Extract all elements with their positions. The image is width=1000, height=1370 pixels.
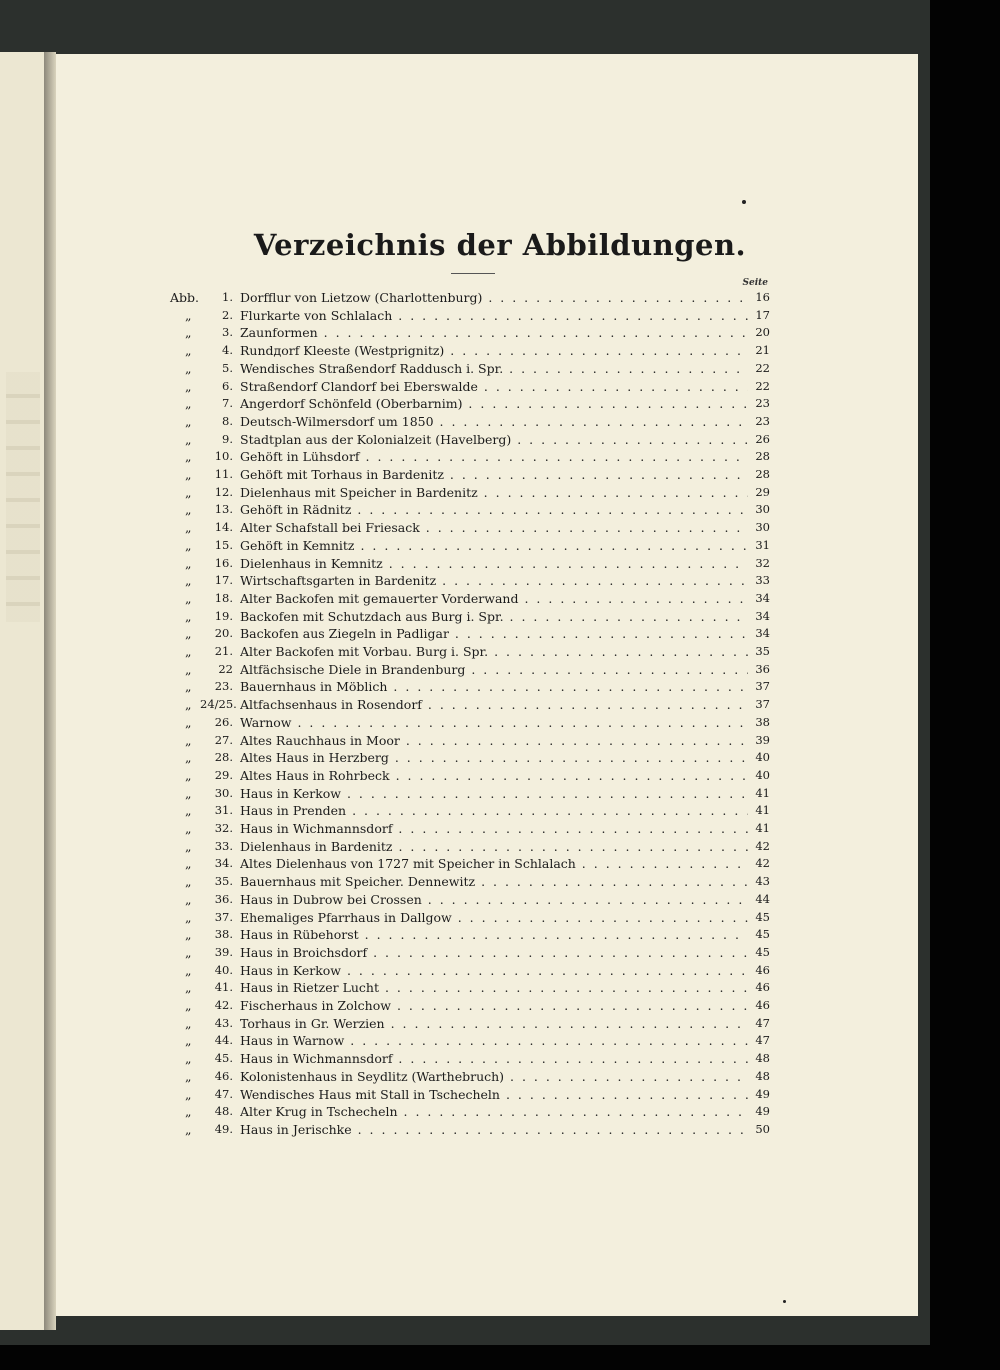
abb-prefix: Abb. — [170, 290, 200, 305]
figure-title: Haus in Wichmannsdorf . . . — [240, 1050, 748, 1067]
figure-title: Altfachsenhaus in Rosendorf . . . — [240, 696, 748, 713]
figure-title: Gehöft in Kemnitz . . . — [240, 537, 748, 554]
figure-title: Fischerhaus in Zolchow . . . — [240, 997, 748, 1014]
figure-title: Haus in Wichmannsdorf . . . — [240, 820, 748, 837]
figure-title: Alter Krug in Tschecheln . . . — [240, 1103, 748, 1120]
page-number: 46 — [755, 998, 770, 1012]
page-number: 50 — [755, 1121, 770, 1136]
figure-entry — [0, 643, 1000, 660]
figure-title: Haus in Prenden . . . — [240, 802, 748, 819]
figure-title: Haus in Kerkow . . . — [240, 785, 748, 802]
page-number: 44 — [755, 891, 770, 906]
figure-title: Backofen aus Ziegeln in Padligar . . . — [240, 625, 748, 642]
figure-title: Angerdorf Schönfeld (Oberbarnim) . . . — [240, 395, 748, 412]
figure-title: Haus in Warnow . . . — [240, 1032, 748, 1049]
page-number: 33 — [755, 573, 770, 588]
figure-number: 10. — [214, 449, 233, 464]
figure-entry — [0, 555, 1000, 572]
figure-entry — [0, 484, 1000, 501]
figure-title: Dorfflur von Lietzow (Charlottenburg) . . . — [240, 289, 748, 306]
figure-number: 11. — [214, 467, 233, 481]
figure-entry — [0, 873, 1000, 890]
figure-title: Zaunformen . . . — [240, 324, 748, 341]
ditto-mark: „ — [185, 573, 192, 589]
figure-number: 14. — [214, 520, 233, 535]
page-number: 26 — [755, 431, 770, 446]
figure-title: Alter Backofen mit Vorbau. Burg i. Spr. . . . — [240, 643, 748, 660]
page-number: 47 — [755, 1015, 770, 1030]
figure-number: 26. — [214, 714, 233, 729]
page-number: 40 — [755, 750, 770, 765]
page-number: 42 — [755, 838, 770, 853]
ditto-mark: „ — [185, 661, 192, 677]
figure-number: 33. — [214, 838, 233, 853]
figure-title: Kolonistenhaus in Seydlitz (Warthebruch) . . . — [240, 1068, 748, 1085]
figure-title: Torhaus in Gr. Werzien . . . — [240, 1015, 748, 1032]
page-number: 43 — [755, 874, 770, 889]
figure-title: Bauernhaus in Möblich . . . — [240, 678, 748, 695]
figure-entry — [0, 395, 1000, 412]
page-number: 45 — [755, 944, 770, 959]
page-number: 48 — [755, 1068, 770, 1083]
figure-number: 19. — [214, 608, 233, 623]
page-number: 28 — [755, 467, 770, 481]
ditto-mark: „ — [185, 803, 192, 819]
page-title: Verzeichnis der Abbildungen. — [253, 228, 747, 262]
ditto-mark: „ — [185, 502, 192, 518]
ditto-mark: „ — [185, 360, 192, 376]
figure-title: Rundдorf Kleeste (Westprignitz) . . . — [240, 342, 748, 359]
figure-entry — [0, 962, 1000, 979]
figure-title: Backofen mit Schutzdach aus Burg i. Spr. . . . — [240, 608, 748, 625]
ditto-mark: „ — [185, 378, 192, 394]
figure-number: 28. — [214, 750, 233, 765]
figure-number: 13. — [214, 502, 233, 517]
figure-entry — [0, 926, 1000, 943]
page-number: 41 — [755, 785, 770, 800]
figure-title: Haus in Broichsdorf . . . — [240, 944, 748, 961]
ditto-mark: „ — [185, 626, 192, 642]
ditto-mark: „ — [185, 714, 192, 730]
figure-entry — [0, 307, 1000, 324]
page-number: 49 — [755, 1104, 770, 1119]
figure-number: 32. — [214, 821, 233, 835]
ditto-mark: „ — [185, 555, 192, 571]
figure-title: Wirtschaftsgarten in Bardenitz . . . — [240, 572, 748, 589]
ditto-mark: „ — [185, 874, 192, 890]
ditto-mark: „ — [185, 909, 192, 925]
figure-title: Gehöft mit Torhaus in Bardenitz . . . — [240, 466, 748, 483]
figure-number: 12. — [214, 484, 233, 499]
figure-number: 47. — [214, 1086, 233, 1101]
figure-entry — [0, 944, 1000, 961]
page-number: 41 — [755, 803, 770, 818]
ditto-mark: „ — [185, 537, 192, 553]
figure-number: 7. — [222, 396, 233, 411]
page-number: 34 — [755, 590, 770, 605]
page-number: 23 — [755, 396, 770, 411]
figure-entry — [0, 625, 1000, 642]
figure-number: 42. — [214, 998, 233, 1012]
ditto-mark: „ — [185, 484, 192, 500]
figure-entry — [0, 661, 1000, 678]
page-number: 29 — [755, 484, 770, 499]
page-number: 42 — [755, 856, 770, 871]
ditto-mark: „ — [185, 325, 192, 341]
ditto-mark: „ — [185, 980, 192, 996]
page-number: 48 — [755, 1051, 770, 1066]
figure-title: Altes Haus in Herzberg . . . — [240, 749, 748, 766]
figure-title: Altes Dielenhaus von 1727 mit Speicher in Schlalach . . . — [240, 855, 748, 872]
page-number: 34 — [755, 626, 770, 641]
figure-title: Deutsch-Wilmersdorf um 1850 . . . — [240, 413, 748, 430]
figure-number: 49. — [214, 1121, 233, 1136]
figure-entry — [0, 448, 1000, 465]
figure-number: 37. — [214, 909, 233, 924]
figure-number: 48. — [214, 1104, 233, 1119]
ditto-mark: „ — [185, 520, 192, 536]
figure-entry — [0, 749, 1000, 766]
figure-number: 24/25. — [200, 697, 237, 712]
figure-number: 6. — [222, 378, 233, 393]
page-number: 34 — [755, 608, 770, 623]
page-number: 45 — [755, 927, 770, 942]
figure-title: Haus in Jerischke . . . — [240, 1121, 748, 1138]
figure-entry — [0, 431, 1000, 448]
figure-entry — [0, 501, 1000, 518]
page-number: 16 — [755, 290, 770, 304]
figure-number: 4. — [222, 343, 233, 358]
figure-number: 29. — [214, 767, 233, 782]
ditto-mark: „ — [185, 891, 192, 907]
figure-entry — [0, 732, 1000, 749]
ditto-mark: „ — [185, 1104, 192, 1120]
figure-title: Haus in Kerkow . . . — [240, 962, 748, 979]
page-number: 30 — [755, 520, 770, 535]
ditto-mark: „ — [185, 927, 192, 943]
page-number: 37 — [755, 697, 770, 712]
figure-entry — [0, 360, 1000, 377]
page-number: 39 — [755, 732, 770, 747]
ink-speck — [783, 1300, 786, 1303]
figure-title: Gehöft in Lühsdorf . . . — [240, 448, 748, 465]
page-number: 17 — [755, 307, 770, 322]
figure-entry — [0, 289, 1000, 306]
ditto-mark: „ — [185, 396, 192, 412]
figure-number: 22 — [218, 661, 233, 676]
figure-entry — [0, 1015, 1000, 1032]
figure-number: 40. — [214, 962, 233, 977]
ditto-mark: „ — [185, 732, 192, 748]
figure-number: 2. — [222, 307, 233, 322]
figure-entry — [0, 378, 1000, 395]
figure-number: 9. — [222, 431, 233, 446]
figure-entry — [0, 909, 1000, 926]
ditto-mark: „ — [185, 998, 192, 1013]
figure-entry — [0, 590, 1000, 607]
figure-title: Alter Schafstall bei Friesack . . . — [240, 519, 748, 536]
page-number: 49 — [755, 1086, 770, 1101]
ditto-mark: „ — [185, 431, 192, 447]
page-number: 20 — [755, 325, 770, 340]
ditto-mark: „ — [185, 697, 192, 713]
figure-entry — [0, 997, 1000, 1014]
ditto-mark: „ — [185, 590, 192, 606]
page-number: 28 — [755, 449, 770, 464]
figure-number: 16. — [214, 555, 233, 570]
figure-title: Dielenhaus in Kemnitz . . . — [240, 555, 748, 572]
page-number: 32 — [755, 555, 770, 570]
ditto-mark: „ — [185, 307, 192, 323]
ditto-mark: „ — [185, 679, 192, 695]
page-number: 30 — [755, 502, 770, 517]
page-number: 38 — [755, 714, 770, 729]
figure-title: Dielenhaus mit Speicher in Bardenitz . . . — [240, 484, 748, 501]
figure-number: 1. — [222, 290, 233, 304]
ditto-mark: „ — [185, 467, 192, 482]
ditto-mark: „ — [185, 608, 192, 624]
ditto-mark: „ — [185, 767, 192, 783]
figure-title: Altfächsische Diele in Brandenburg . . . — [240, 661, 748, 678]
ink-speck — [742, 200, 746, 204]
ditto-mark: „ — [185, 1068, 192, 1084]
page-number: 40 — [755, 767, 770, 782]
figure-number: 43. — [214, 1015, 233, 1030]
page-number: 23 — [755, 413, 770, 428]
ditto-mark: „ — [185, 1086, 192, 1102]
figure-title: Stadtplan aus der Kolonialzeit (Havelberg) . . . — [240, 431, 748, 448]
figure-number: 18. — [214, 590, 233, 605]
ditto-mark: „ — [185, 962, 192, 978]
ditto-mark: „ — [185, 343, 192, 359]
figure-number: 21. — [214, 644, 233, 658]
figure-entry — [0, 678, 1000, 695]
figure-entry — [0, 855, 1000, 872]
figure-number: 5. — [222, 360, 233, 375]
figure-number: 3. — [222, 325, 233, 340]
page-number: 41 — [755, 821, 770, 835]
figure-title: Gehöft in Rädnitz . . . — [240, 501, 748, 518]
seite-column-label: Seite — [742, 278, 768, 288]
figure-number: 34. — [214, 856, 233, 871]
figure-entry — [0, 519, 1000, 536]
figure-number: 23. — [214, 679, 233, 694]
figure-entry — [0, 1050, 1000, 1067]
ditto-mark: „ — [185, 838, 192, 854]
page-number: 47 — [755, 1033, 770, 1048]
figure-entry — [0, 537, 1000, 554]
figure-number: 36. — [214, 891, 233, 906]
figure-title: Ehemaliges Pfarrhaus in Dallgow . . . — [240, 909, 748, 926]
figure-entry — [0, 802, 1000, 819]
page-number: 22 — [755, 360, 770, 375]
figure-entry — [0, 466, 1000, 483]
title-rule — [451, 273, 495, 274]
page-number: 21 — [755, 343, 770, 358]
figure-entry — [0, 785, 1000, 802]
ditto-mark: „ — [185, 944, 192, 960]
figure-title: Wendisches Straßendorf Raddusch i. Spr. . . . — [240, 360, 748, 377]
ditto-mark: „ — [185, 750, 192, 766]
page-number: 31 — [755, 537, 770, 552]
figure-entry — [0, 342, 1000, 359]
figure-title: Bauernhaus mit Speicher. Dennewitz . . . — [240, 873, 748, 890]
page-number: 46 — [755, 962, 770, 977]
figure-entry — [0, 572, 1000, 589]
figure-entry — [0, 413, 1000, 430]
figure-title: Wendisches Haus mit Stall in Tschecheln . . . — [240, 1086, 748, 1103]
page-number: 35 — [755, 644, 770, 658]
figure-entry — [0, 820, 1000, 837]
figure-entry — [0, 979, 1000, 996]
figure-entry — [0, 696, 1000, 713]
figure-title: Haus in Rübehorst . . . — [240, 926, 748, 943]
figure-entry — [0, 891, 1000, 908]
figure-number: 41. — [214, 980, 233, 995]
figure-number: 35. — [214, 874, 233, 889]
figure-title: Straßendorf Clandorf bei Eberswalde . . . — [240, 378, 748, 395]
figure-entry — [0, 324, 1000, 341]
figure-number: 38. — [214, 927, 233, 942]
ditto-mark: „ — [185, 785, 192, 801]
figure-number: 15. — [214, 537, 233, 552]
figure-title: Altes Rauchhaus in Moor . . . — [240, 732, 748, 749]
figure-entry — [0, 1121, 1000, 1138]
page-number: 46 — [755, 980, 770, 995]
page-number: 45 — [755, 909, 770, 924]
ditto-mark: „ — [185, 413, 192, 429]
page-number: 37 — [755, 679, 770, 694]
figure-title: Flurkarte von Schlalach . . . — [240, 307, 748, 324]
ditto-mark: „ — [185, 856, 192, 872]
figure-number: 20. — [214, 626, 233, 641]
figure-number: 30. — [214, 785, 233, 800]
ditto-mark: „ — [185, 1121, 192, 1137]
figure-entry — [0, 1086, 1000, 1103]
figure-title: Haus in Dubrow bei Crossen . . . — [240, 891, 748, 908]
figure-number: 45. — [214, 1051, 233, 1066]
figure-entry — [0, 714, 1000, 731]
figure-entry — [0, 608, 1000, 625]
figure-entry — [0, 1032, 1000, 1049]
figure-number: 17. — [214, 573, 233, 588]
figure-number: 46. — [214, 1068, 233, 1083]
page-number: 36 — [755, 661, 770, 676]
figure-title: Alter Backofen mit gemauerter Vorderwand . . . — [240, 590, 748, 607]
figure-number: 39. — [214, 944, 233, 959]
figure-title: Warnow . . . — [240, 714, 748, 731]
figure-title: Altes Haus in Rohrbeck . . . — [240, 767, 748, 784]
figure-number: 27. — [214, 732, 233, 747]
figure-entry — [0, 1103, 1000, 1120]
figure-title: Haus in Rietzer Lucht . . . — [240, 979, 748, 996]
ditto-mark: „ — [185, 821, 192, 836]
figure-number: 8. — [222, 413, 233, 428]
figure-entry — [0, 767, 1000, 784]
ditto-mark: „ — [185, 1051, 192, 1067]
ditto-mark: „ — [185, 1015, 192, 1031]
figure-entry — [0, 838, 1000, 855]
figure-number: 44. — [214, 1033, 233, 1048]
ditto-mark: „ — [185, 1033, 192, 1049]
figure-number: 31. — [214, 803, 233, 818]
ditto-mark: „ — [185, 644, 192, 659]
ditto-mark: „ — [185, 449, 192, 465]
figure-title: Dielenhaus in Bardenitz . . . — [240, 838, 748, 855]
figure-entry — [0, 1068, 1000, 1085]
page-number: 22 — [755, 378, 770, 393]
